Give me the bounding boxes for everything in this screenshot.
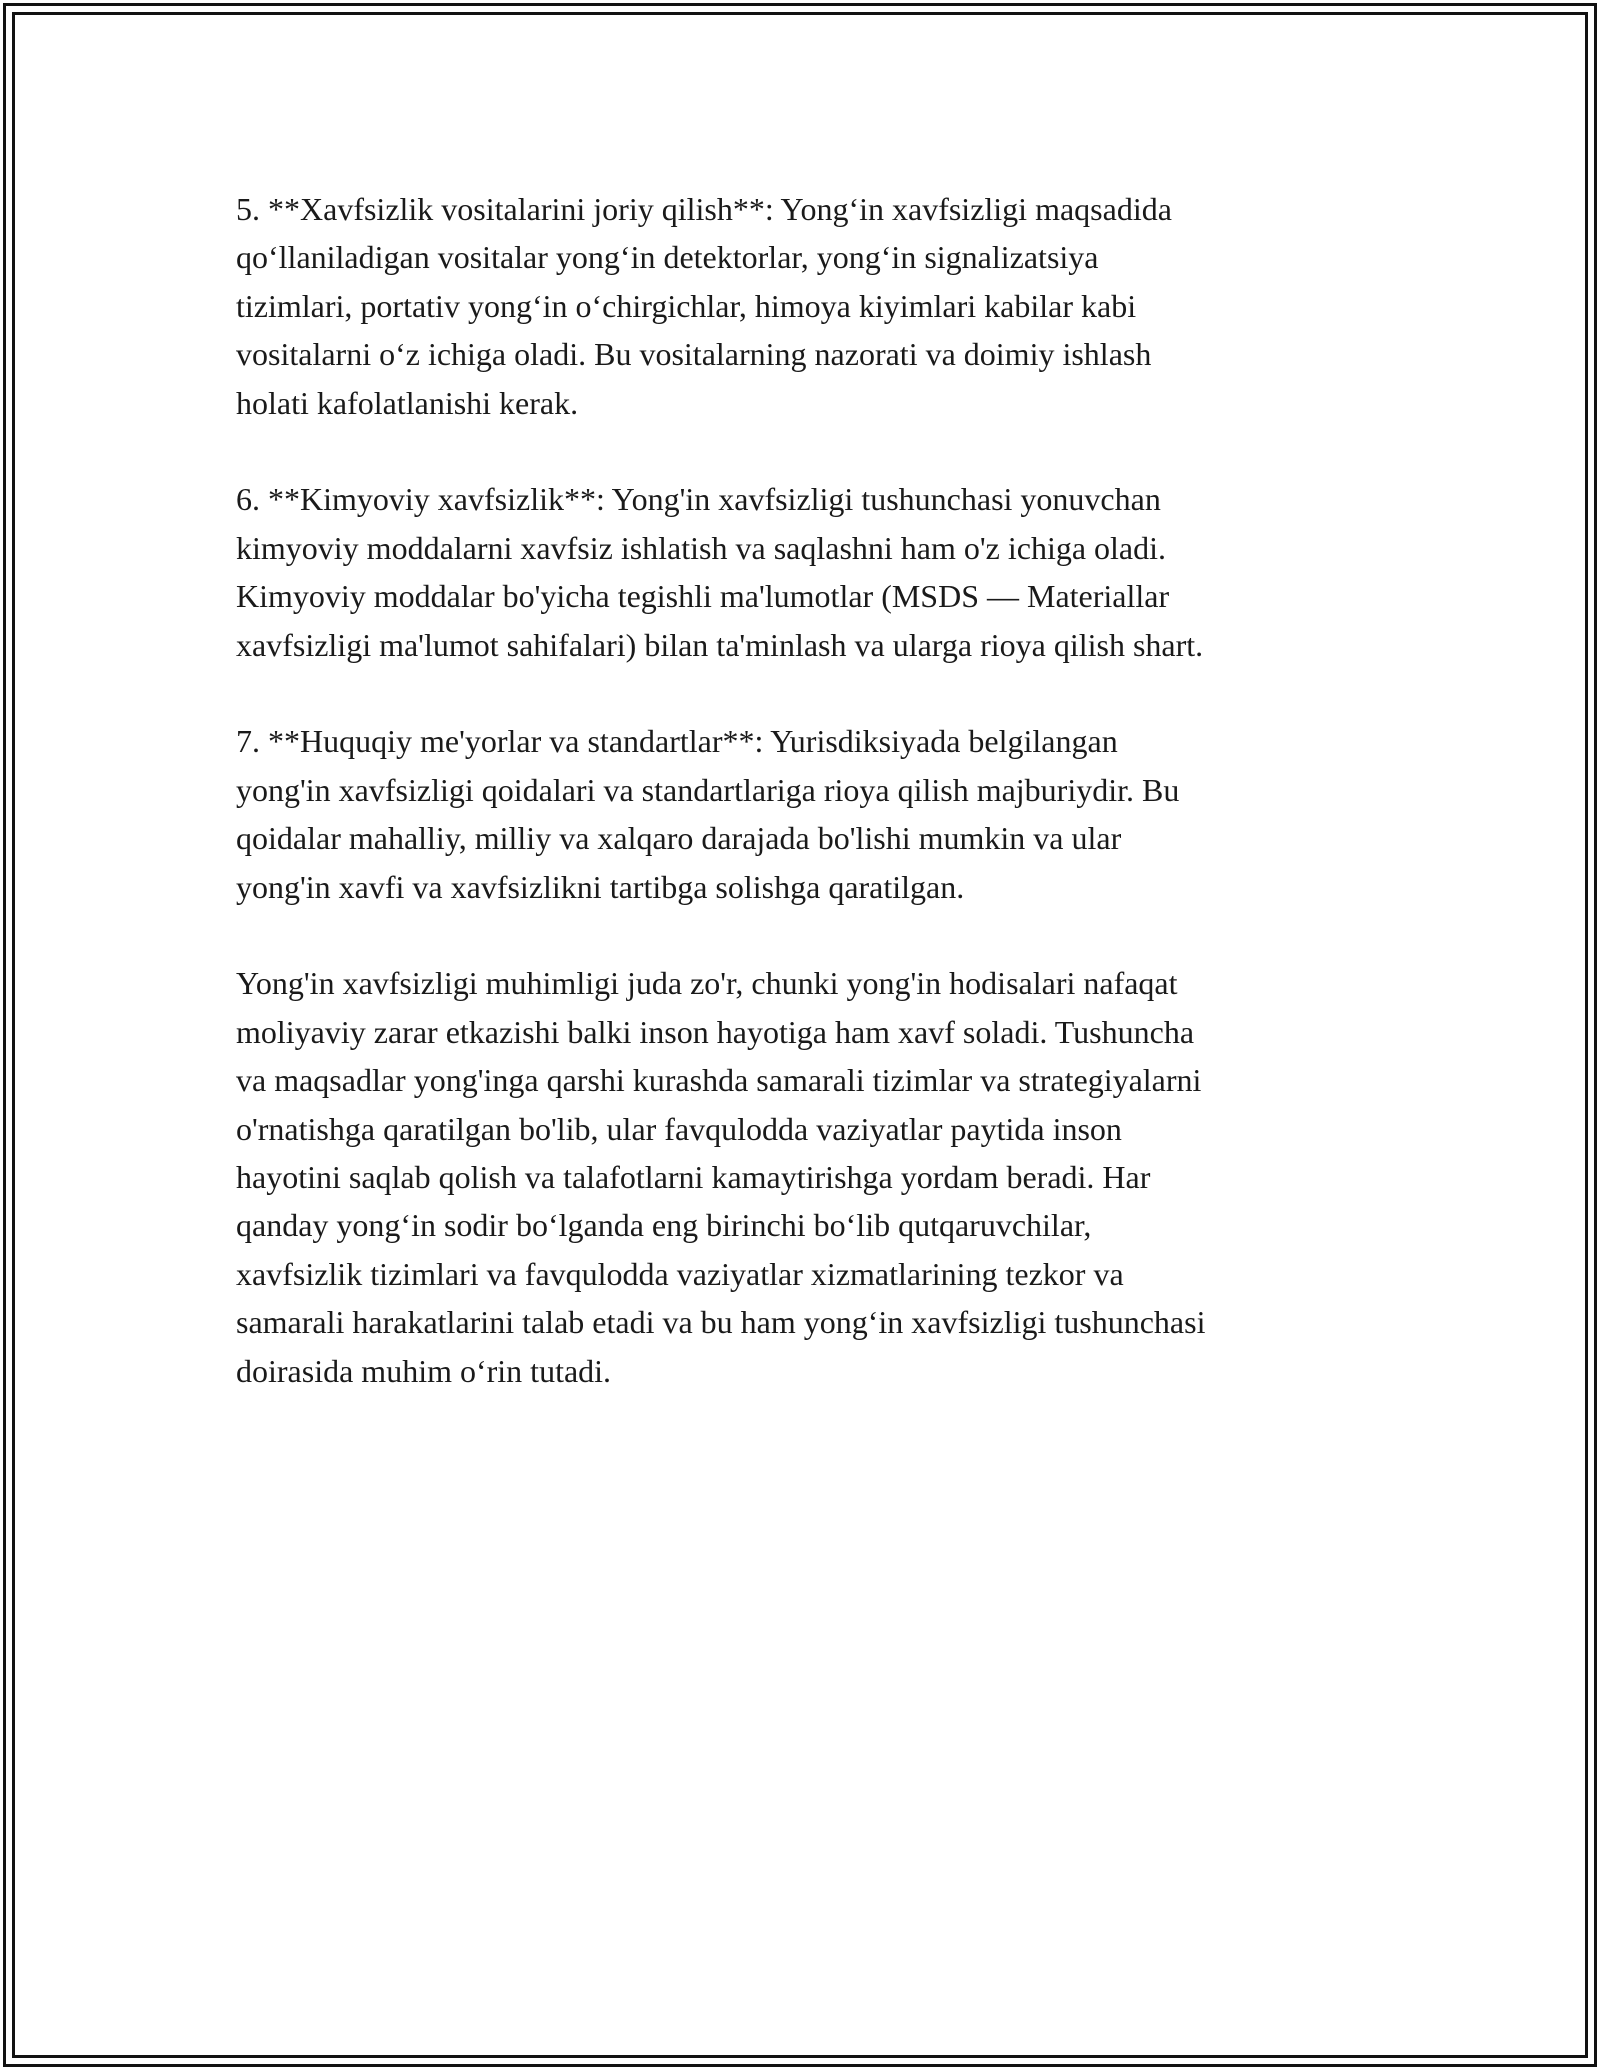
text-line: doirasida muhim o‘rin tutadi. (236, 1352, 612, 1389)
text-line: moliyaviy zarar etkazishi balki inson hayotiga ham xavf soladi. Tushuncha (236, 1013, 1195, 1050)
text-line: va maqsadlar yong'inga qarshi kurashda samarali tizimlar va strategiyalarni (236, 1062, 1202, 1099)
text-line: kimyoviy moddalarni xavfsiz ishlatish va saqlashni ham o'z ichiga oladi. (236, 529, 1167, 566)
text-line: Kimyoviy moddalar bo'yicha tegishli ma'lumotlar (MSDS — Materiallar (236, 578, 1170, 615)
document-body (236, 185, 1356, 1444)
text-line: qo‘llaniladigan vositalar yong‘in detektorlar, yong‘in signalizatsiya (236, 239, 1099, 276)
text-line: holati kafolatlanishi kerak. (236, 384, 579, 421)
paragraph-legal-standards (236, 717, 1356, 911)
text-line: yong'in xavfi va xavfsizlikni tartibga solishga qaratilgan. (236, 868, 965, 905)
text-line: o'rnatishga qaratilgan bo'lib, ular favqulodda vaziyatlar paytida inson (236, 1110, 1122, 1147)
text-line: vositalarni o‘z ichiga oladi. Bu vositalarning nazorati va doimiy ishlash (236, 336, 1152, 373)
paragraph-safety-tools (236, 185, 1356, 427)
text-line: xavfsizligi ma'lumot sahifalari) bilan ta'minlash va ularga rioya qilish shart. (236, 626, 1204, 663)
text-line: 6. **Kimyoviy xavfsizlik**: Yong'in xavfsizligi tushunchasi yonuvchan (236, 481, 1161, 518)
text-line: Yong'in xavfsizligi muhimligi juda zo'r, chunki yong'in hodisalari nafaqat (236, 965, 1178, 1002)
text-line: samarali harakatlarini talab etadi va bu ham yong‘in xavfsizligi tushunchasi (236, 1304, 1206, 1341)
text-line: qanday yong‘in sodir bo‘lganda eng birinchi bo‘lib qutqaruvchilar, (236, 1207, 1092, 1244)
text-line: yong'in xavfsizligi qoidalari va standartlariga rioya qilish majburiydir. Bu (236, 771, 1180, 808)
text-line: hayotini saqlab qolish va talafotlarni kamaytirishga yordam beradi. Har (236, 1159, 1151, 1196)
paragraph-conclusion (236, 959, 1356, 1395)
paragraph-chemical-safety (236, 475, 1356, 669)
text-line: xavfsizlik tizimlari va favqulodda vaziyatlar xizmatlarining tezkor va (236, 1255, 1124, 1292)
text-line: 5. **Xavfsizlik vositalarini joriy qilish**: Yong‘in xavfsizligi maqsadida (236, 191, 1172, 227)
text-line: qoidalar mahalliy, milliy va xalqaro darajada bo'lishi mumkin va ular (236, 820, 1122, 857)
text-line: 7. **Huquqiy me'yorlar va standartlar**: Yurisdiksiyada belgilangan (236, 723, 1118, 760)
text-line: tizimlari, portativ yong‘in o‘chirgichlar, himoya kiyimlari kabilar kabi (236, 287, 1137, 324)
